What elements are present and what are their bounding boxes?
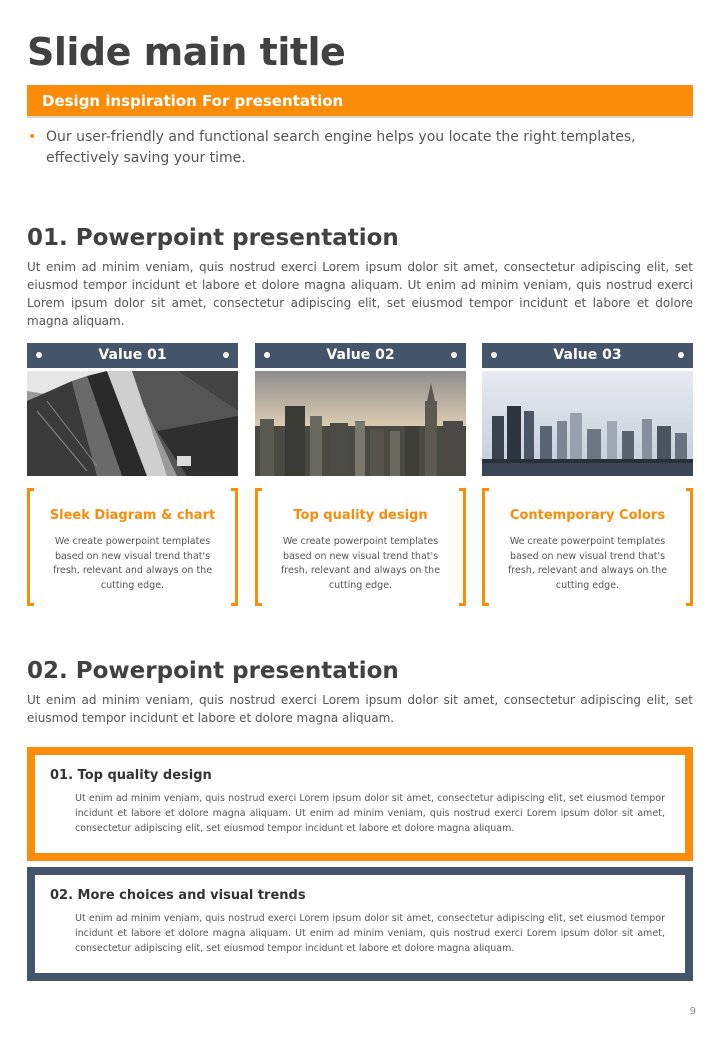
- page-title: Slide main title: [27, 30, 346, 74]
- bracket-right: [231, 488, 238, 606]
- feature-card-2: [255, 488, 466, 606]
- card-title: Top quality design: [293, 508, 428, 523]
- value-header: [255, 343, 466, 368]
- section1-title: 01. Powerpoint presentation: [27, 225, 399, 251]
- value-column-1: [27, 343, 238, 368]
- intro-text: Our user-friendly and functional search engine helps you locate the right templates, effectively saving your time.: [46, 129, 636, 166]
- skyscraper-photo: [27, 371, 238, 476]
- card-body: We create powerpoint templates based on new visual trend that's fresh, relevant and always on the cutting edge.: [507, 536, 668, 591]
- value-label: Value 01: [98, 347, 167, 363]
- value-header: [27, 343, 238, 368]
- page-number: 9: [689, 1006, 696, 1017]
- subtitle-text: Design inspiration For presentation: [42, 92, 344, 110]
- info-box-title: 02. More choices and visual trends: [50, 888, 306, 903]
- section2-title: 02. Powerpoint presentation: [27, 658, 399, 684]
- card-title: Sleek Diagram & chart: [49, 508, 216, 523]
- info-box-1: [27, 747, 693, 861]
- dot-icon: [36, 352, 42, 358]
- feature-card-1: [27, 488, 238, 606]
- section2-body: Ut enim ad minim veniam, quis nostrud exerci Lorem ipsum dolor sit amet, consectetur adipiscing elit, set eiusmod tempor incidunt et labore et dolore magna aliquam.: [27, 693, 693, 725]
- info-box-body: Ut enim ad minim veniam, quis nostrud exerci Lorem ipsum dolor sit amet, consectetur adipiscing elit, set eiusmod tempor incidunt et labore et dolore magna aliquam. Ut enim ad minim veniam, quis nostrud exerci Lorem ipsum dolor sit amet, consectetur adipiscing elit, set eiusmod tempor incidunt et labore et dolore magna aliquam.: [75, 913, 665, 954]
- bracket-left: [482, 488, 489, 606]
- info-box-title: 01. Top quality design: [50, 768, 212, 783]
- card-title: Contemporary Colors: [509, 508, 666, 523]
- bracket-left: [27, 488, 34, 606]
- bullet-icon: •: [28, 129, 37, 145]
- card-body: We create powerpoint templates based on new visual trend that's fresh, relevant and always on the cutting edge.: [52, 536, 213, 591]
- info-box-body: Ut enim ad minim veniam, quis nostrud exerci Lorem ipsum dolor sit amet, consectetur adipiscing elit, set eiusmod tempor incidunt et labore et dolore magna aliquam. Ut enim ad minim veniam, quis nostrud exerci Lorem ipsum dolor sit amet, consectetur adipiscing elit, set eiusmod tempor incidunt et labore et dolore magna aliquam.: [75, 793, 665, 834]
- subtitle-banner: [27, 85, 693, 118]
- dot-icon: [451, 352, 457, 358]
- bracket-left: [255, 488, 262, 606]
- dot-icon: [678, 352, 684, 358]
- bracket-right: [459, 488, 466, 606]
- intro-paragraph: [28, 127, 688, 169]
- dot-icon: [264, 352, 270, 358]
- waterfront-skyline-photo: [482, 371, 693, 476]
- info-box-inner: [35, 755, 685, 853]
- dot-icon: [223, 352, 229, 358]
- value-label: Value 03: [553, 347, 622, 363]
- city-skyline-photo: [255, 371, 466, 476]
- info-box-2: [27, 867, 693, 981]
- card-body: We create powerpoint templates based on new visual trend that's fresh, relevant and always on the cutting edge.: [280, 536, 441, 591]
- value-header: [482, 343, 693, 368]
- value-label: Value 02: [326, 347, 395, 363]
- value-column-3: [482, 343, 693, 368]
- info-box-inner: [35, 875, 685, 973]
- section1-body: Ut enim ad minim veniam, quis nostrud exerci Lorem ipsum dolor sit amet, consectetur adipiscing elit, set eiusmod tempor incidunt et labore et dolore magna aliquam. Ut enim ad minim veniam, quis nostrud exerci Lorem ipsum dolor sit amet, consectetur adipiscing elit, set eiusmod tempor incidunt et labore et dolore magna aliquam.: [27, 260, 693, 328]
- feature-card-3: [482, 488, 693, 606]
- value-column-2: [255, 343, 466, 368]
- dot-icon: [491, 352, 497, 358]
- bracket-right: [686, 488, 693, 606]
